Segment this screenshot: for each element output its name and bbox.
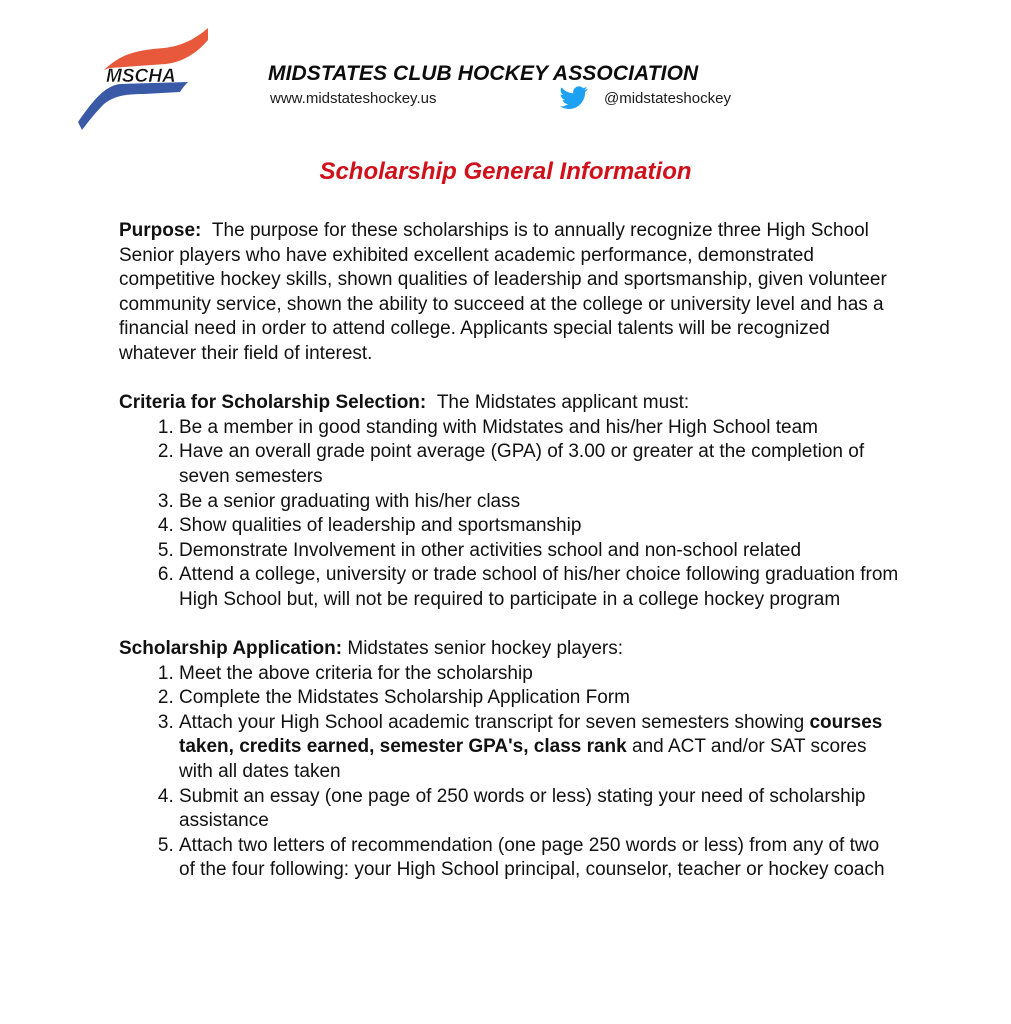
logo-text: MSCHA — [106, 66, 176, 87]
purpose-paragraph — [119, 219, 899, 367]
criteria-item: 3. Be a senior graduating with his/her class — [179, 490, 899, 515]
criteria-item: 2. Have an overall grade point average (GPA) of 3.00 or greater at the completion of seven semesters — [179, 440, 899, 489]
criteria-item: 6. Attend a college, university or trade school of his/her choice following graduation from High School but, will not be required to participate in a college hockey program — [179, 563, 899, 612]
transcript-scores-text: and ACT and/or SAT scores with all dates taken — [179, 736, 867, 783]
application-item: 2. Complete the Midstates Scholarship Application Form — [179, 686, 899, 711]
criteria-item: 5. Demonstrate Involvement in other activities school and non-school related — [179, 539, 899, 564]
application-item: 4. Submit an essay (one page of 250 words or less) stating your need of scholarship assistance — [179, 785, 899, 834]
organization-name: MIDSTATES CLUB HOCKEY ASSOCIATION — [268, 62, 699, 85]
application-list — [119, 662, 899, 883]
purpose-section — [119, 219, 899, 367]
purpose-text: The purpose for these scholarships is to annually recognize three High School Senior players who have exhibited excellent academic performance, demonstrated competitive hockey skills, shown qualities of leadership and sportsmanship, given volunteer community service, shown the ability to succeed at the college or university level and has a financial need in order to attend college. Applicants special talents will be recognized whatever their field of interest. — [119, 220, 887, 364]
transcript-text: Attach your High School academic transcript for seven semesters showing — [179, 711, 805, 733]
application-item — [179, 711, 899, 785]
criteria-label: Criteria for Scholarship Selection: — [119, 392, 427, 414]
application-section — [119, 637, 899, 883]
logo-red-stripe — [104, 28, 208, 70]
criteria-heading — [119, 391, 899, 416]
document-title: Scholarship General Information — [319, 158, 692, 185]
twitter-handle[interactable]: @midstateshockey — [604, 90, 731, 107]
criteria-section — [119, 391, 899, 612]
twitter-bird-icon — [560, 86, 588, 110]
mscha-logo — [76, 26, 212, 132]
transcript-required-fields: courses taken, credits earned, semester GPA's, class rank — [179, 711, 883, 758]
purpose-label: Purpose: — [119, 220, 202, 241]
criteria-intro: The Midstates applicant must: — [436, 392, 690, 414]
criteria-item: 4. Show qualities of leadership and sportsmanship — [179, 514, 899, 539]
application-intro: Midstates senior hockey players: — [347, 638, 623, 660]
document-body — [119, 219, 899, 883]
criteria-item: 1. Be a member in good standing with Midstates and his/her High School team — [179, 416, 899, 441]
application-item: 5. Attach two letters of recommendation (one page 250 words or less) from any of two of the four following: your High School principal, counselor, teacher or hockey coach — [179, 834, 899, 883]
logo-blue-stripe — [78, 82, 188, 130]
mscha-logo-graphic — [76, 26, 212, 132]
application-item: 1. Meet the above criteria for the scholarship — [179, 662, 899, 687]
application-heading — [119, 637, 899, 662]
application-label: Scholarship Application: — [119, 638, 343, 660]
criteria-list — [119, 416, 899, 613]
website-link[interactable]: www.midstateshockey.us — [270, 90, 437, 107]
